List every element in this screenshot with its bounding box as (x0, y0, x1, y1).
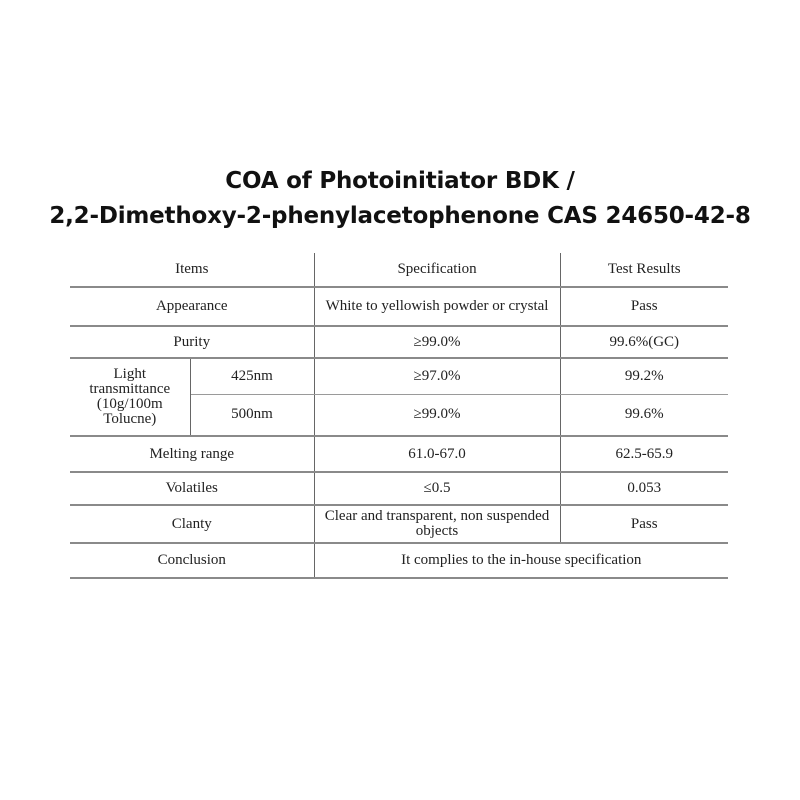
item-cell: Appearance (70, 287, 314, 326)
conclusion-cell: It complies to the in-house specification (314, 543, 728, 578)
spec-cell: ≥99.0% (314, 326, 560, 358)
item-cell: Volatiles (70, 472, 314, 505)
spec-cell: White to yellowish powder or crystal (314, 287, 560, 326)
item-cell: Conclusion (70, 543, 314, 578)
table-header-row (70, 253, 728, 287)
item-cell: Purity (70, 326, 314, 358)
item-cell: Melting range (70, 436, 314, 472)
table-row (70, 326, 728, 358)
result-cell: 62.5-65.9 (560, 436, 728, 472)
spec-cell: ≥99.0% (314, 394, 560, 436)
item-cell: Clanty (70, 505, 314, 543)
result-cell: 0.053 (560, 472, 728, 505)
wavelength-cell: 425nm (190, 358, 314, 394)
page-title-line-1: COA of Photoinitiator BDK / (225, 168, 575, 194)
result-cell: 99.6% (560, 394, 728, 436)
result-cell: Pass (560, 287, 728, 326)
header-items: Items (70, 253, 314, 287)
table-row (70, 287, 728, 326)
result-cell: 99.6%(GC) (560, 326, 728, 358)
table-row (70, 543, 728, 578)
table-row (70, 436, 728, 472)
table-row (70, 505, 728, 543)
page-title-line-2: 2,2-Dimethoxy-2-phenylacetophenone CAS 24650-42-8 (49, 203, 751, 229)
item-cell: Light transmittance (10g/100m Tolucne) (70, 358, 190, 436)
header-specification: Specification (314, 253, 560, 287)
coa-table (70, 253, 728, 579)
spec-cell: Clear and transparent, non suspended objects (314, 505, 560, 543)
table-row (70, 358, 728, 394)
table-row (70, 472, 728, 505)
result-cell: 99.2% (560, 358, 728, 394)
header-test-results: Test Results (560, 253, 728, 287)
wavelength-cell: 500nm (190, 394, 314, 436)
spec-cell: ≥97.0% (314, 358, 560, 394)
spec-cell: 61.0-67.0 (314, 436, 560, 472)
spec-cell: ≤0.5 (314, 472, 560, 505)
result-cell: Pass (560, 505, 728, 543)
